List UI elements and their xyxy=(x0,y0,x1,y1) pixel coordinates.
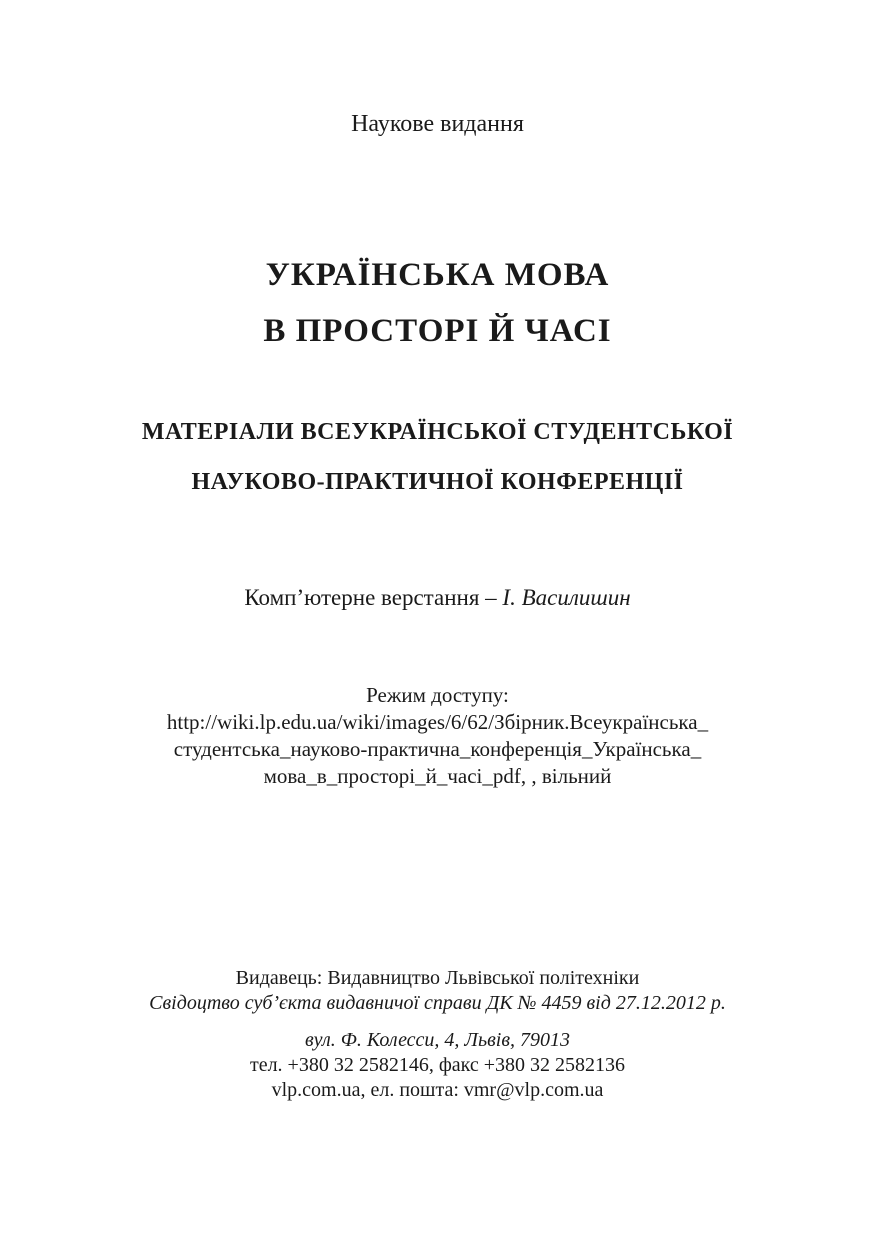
book-subtitle-line-1: МАТЕРІАЛИ ВСЕУКРАЇНСЬКОЇ СТУДЕНТСЬКОЇ xyxy=(141,419,734,445)
book-title xyxy=(0,247,875,359)
contact-web-email: vlp.com.ua, ел. пошта: vmr@vlp.com.ua xyxy=(271,1079,604,1101)
access-mode-heading: Режим доступу: xyxy=(366,683,509,707)
contact-address: вул. Ф. Колесси, 4, Львів, 79013 xyxy=(305,1029,570,1051)
access-url-line-3: мова_в_просторі_й_часі_pdf, , вільний xyxy=(263,764,612,788)
access-url-line-1: http://wiki.lp.edu.ua/wiki/images/6/62/Збірник.Всеукраїнська_ xyxy=(166,710,709,734)
book-title-line-1: УКРАЇНСЬКА МОВА xyxy=(265,257,610,293)
publisher-certificate-line: Свідоцтво суб’єкта видавничої справи ДК № 4459 від 27.12.2012 р. xyxy=(149,992,726,1014)
publisher-section xyxy=(0,966,875,1016)
access-url-line-2: студентська_науково-практична_конференція_Українська_ xyxy=(173,737,702,761)
typesetting-credit xyxy=(0,584,875,612)
contact-phone-fax: тел. +380 32 2582146, факс +380 32 2582136 xyxy=(249,1054,626,1076)
publisher-name-line: Видавець: Видавництво Львівської політехніки xyxy=(235,967,640,989)
typesetting-credit-name: І. Василишин xyxy=(502,585,631,610)
edition-type-label: Наукове видання xyxy=(351,111,524,137)
typesetting-credit-label: Комп’ютерне верстання – xyxy=(244,585,503,610)
book-title-line-2: В ПРОСТОРІ Й ЧАСІ xyxy=(263,313,612,349)
contact-section xyxy=(0,1028,875,1103)
book-subtitle xyxy=(0,407,875,507)
book-subtitle-line-2: НАУКОВО-ПРАКТИЧНОЇ КОНФЕРЕНЦІЇ xyxy=(191,469,684,495)
access-mode-section xyxy=(0,682,875,790)
